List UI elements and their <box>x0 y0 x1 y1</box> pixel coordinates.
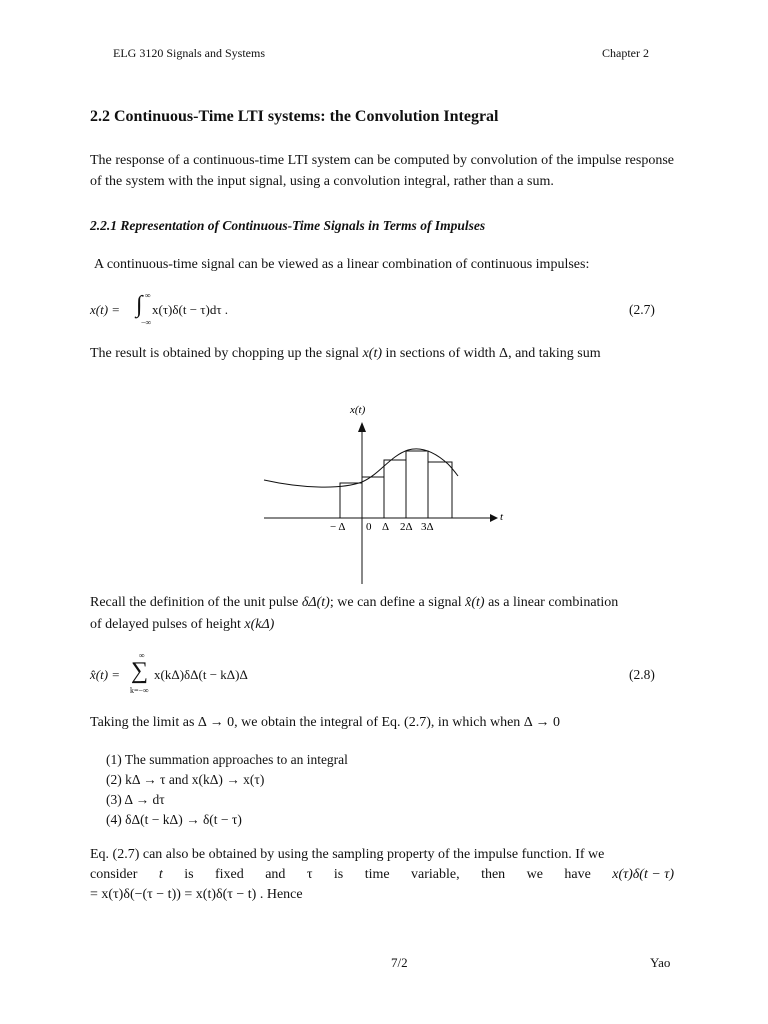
tick-label-3delta: 3Δ <box>421 521 434 533</box>
paragraph-sampling-line2: consider t is fixed and τ is time variable, then we have x(τ)δ(t − τ) <box>90 867 674 882</box>
footer-author: Yao <box>650 955 671 970</box>
list-item: (3) Δ → dτ <box>106 792 165 807</box>
footer-page-number: 7/2 <box>391 955 408 970</box>
signal-xt: x(t) <box>362 346 382 361</box>
staircase-approximation-figure <box>250 398 520 586</box>
section-title: 2.2 Continuous-Time LTI systems: the Convolution Integral <box>90 108 499 125</box>
limit-expr-2: Δ → 0 <box>523 715 561 730</box>
paragraph-unit-pulse-line2: of delayed pulses of height x(kΔ) <box>90 617 275 632</box>
tick-label-2delta: 2Δ <box>400 521 413 533</box>
y-axis-label: x(t) <box>350 404 366 416</box>
list-item: (4) δΔ(t − kΔ) → δ(t − τ) <box>106 812 242 827</box>
pulse-rect <box>406 451 428 518</box>
eq28-upper-limit: ∞ <box>139 651 145 660</box>
paragraph-chopping: The result is obtained by chopping up the signal x(t) in sections of width Δ, and taking sum <box>90 346 601 361</box>
paragraph-sampling-line3: = x(τ)δ(−(τ − t)) = x(t)δ(τ − t) . Hence <box>90 887 303 902</box>
tick-label-zero: 0 <box>366 521 372 533</box>
width-delta: Δ <box>499 346 509 361</box>
pulse-rect <box>384 460 406 518</box>
header-chapter: Chapter 2 <box>602 46 649 60</box>
intro-paragraph: The response of a continuous-time LTI system can be computed by convolution of the impulse response of the system with the input signal, using a convolution integral, rather than a sum. <box>90 153 674 189</box>
eq28-body: x(kΔ)δΔ(t − kΔ)Δ <box>154 667 248 682</box>
unit-pulse-symbol: δΔ(t) <box>301 595 330 610</box>
eq27-upper-limit: ∞ <box>145 291 151 300</box>
subsection-title: 2.2.1 Representation of Continuous-Time Signals in Terms of Impulses <box>90 218 486 233</box>
pulse-rect <box>340 483 362 518</box>
tick-label-neg-delta: − Δ <box>330 521 346 533</box>
eq28-number: (2.8) <box>629 667 655 682</box>
paragraph-signal-as-impulses: A continuous-time signal can be viewed as a linear combination of continuous impulses: <box>94 257 590 272</box>
x-axis-arrow-icon <box>490 514 498 522</box>
eq28-lhs: x̂(t) = <box>90 667 121 682</box>
paragraph-sampling-line1: Eq. (2.7) can also be obtained by using the sampling property of the impulse function. If we <box>90 847 605 862</box>
list-item: (1) The summation approaches to an integral <box>106 752 348 767</box>
eq27-body: x(τ)δ(t − τ)dτ . <box>152 302 229 317</box>
y-axis-arrow-icon <box>358 422 366 432</box>
x-axis-label: t <box>500 511 504 523</box>
limit-expr: Δ → 0 <box>197 715 235 730</box>
eq28-lower-limit: k=−∞ <box>130 686 149 695</box>
eq27-integral-sign: ∫ <box>136 292 143 318</box>
tick-label-delta: Δ <box>382 521 390 533</box>
eq27-lower-limit: −∞ <box>141 318 152 327</box>
pulse-height: x(kΔ) <box>244 617 275 632</box>
paragraph-limit: Taking the limit as Δ → 0, we obtain the integral of Eq. (2.7), in which when Δ → 0 <box>90 715 561 730</box>
eq28-sigma: ∑ <box>131 658 149 684</box>
header-course: ELG 3120 Signals and Systems <box>113 46 265 60</box>
list-item: (2) kΔ → τ and x(kΔ) → x(τ) <box>106 772 265 787</box>
xhat-symbol: x̂(t) <box>465 595 485 610</box>
eq27-number: (2.7) <box>629 302 655 317</box>
eq27-lhs: x(t) = <box>90 302 121 317</box>
paragraph-unit-pulse-line1: Recall the definition of the unit pulse δΔ(t); we can define a signal x̂(t) as a linear combination <box>90 595 619 610</box>
pulse-rect <box>428 462 452 518</box>
signal-curve <box>264 449 458 487</box>
pulse-rect <box>362 477 384 518</box>
